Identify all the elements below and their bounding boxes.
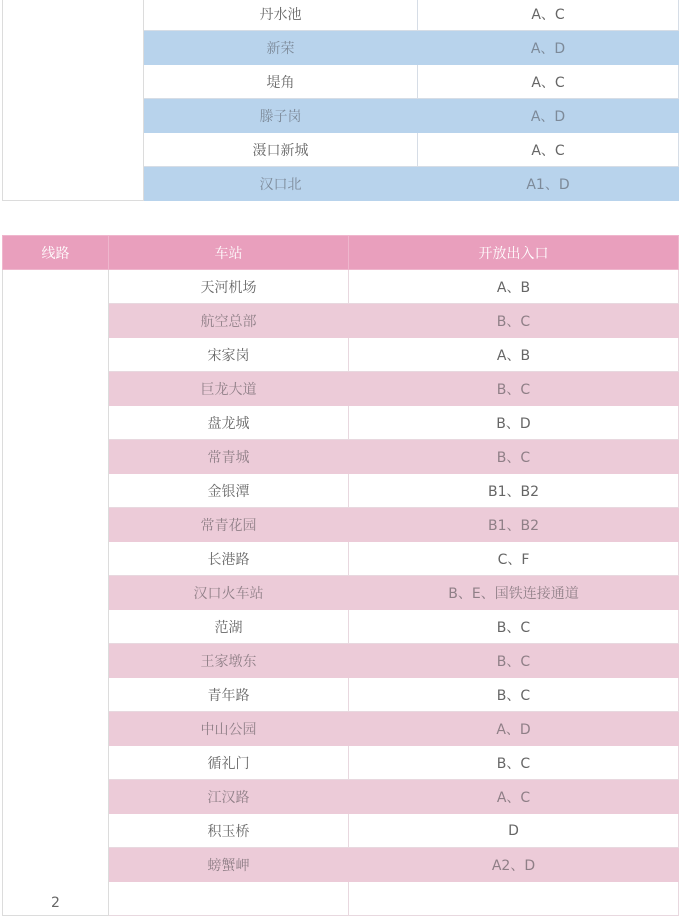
table-row [3, 0, 679, 31]
exit-list: B、C [349, 304, 679, 338]
station-name: 新荣 [144, 31, 418, 65]
station-name: 积玉桥 [109, 814, 349, 848]
station-name: 航空总部 [109, 304, 349, 338]
station-name: 巨龙大道 [109, 372, 349, 406]
station-exits-table-top [2, 0, 679, 201]
exit-list: A、C [418, 133, 679, 167]
station-exits-table-line2 [2, 235, 679, 916]
exit-list: B、E、国铁连接通道 [349, 576, 679, 610]
exit-list: A、B [349, 270, 679, 304]
exit-list [349, 882, 679, 916]
station-name: 滠口新城 [144, 133, 418, 167]
station-name: 丹水池 [144, 0, 418, 31]
exit-list: A、C [418, 0, 679, 31]
exit-list: A2、D [349, 848, 679, 882]
exit-list: A1、D [418, 167, 679, 201]
station-name: 汉口火车站 [109, 576, 349, 610]
exit-list: B、C [349, 440, 679, 474]
exit-list: A、C [349, 780, 679, 814]
exit-list: B、C [349, 644, 679, 678]
station-name: 江汉路 [109, 780, 349, 814]
station-name: 青年路 [109, 678, 349, 712]
exit-list: B、C [349, 746, 679, 780]
header-exits: 开放出入口 [349, 236, 679, 270]
table-header [3, 236, 679, 270]
station-name: 盘龙城 [109, 406, 349, 440]
line-cell [3, 0, 144, 201]
station-name: 常青城 [109, 440, 349, 474]
station-name [109, 882, 349, 916]
station-name: 滕子岗 [144, 99, 418, 133]
exit-list: C、F [349, 542, 679, 576]
exit-list: A、D [418, 99, 679, 133]
station-name: 天河机场 [109, 270, 349, 304]
table-row [3, 270, 679, 304]
header-row [3, 236, 679, 270]
table-body [3, 270, 679, 916]
station-name: 常青花园 [109, 508, 349, 542]
exit-list: B、C [349, 610, 679, 644]
exit-list: A、D [349, 712, 679, 746]
exit-list: B、C [349, 678, 679, 712]
exit-list: A、C [418, 65, 679, 99]
station-name: 循礼门 [109, 746, 349, 780]
station-name: 王家墩东 [109, 644, 349, 678]
station-name: 汉口北 [144, 167, 418, 201]
station-name: 金银潭 [109, 474, 349, 508]
station-name: 螃蟹岬 [109, 848, 349, 882]
table-body [3, 0, 679, 201]
exit-list: B、C [349, 372, 679, 406]
header-line: 线路 [3, 236, 109, 270]
exit-list: D [349, 814, 679, 848]
exit-list: B、D [349, 406, 679, 440]
header-station: 车站 [109, 236, 349, 270]
exit-list: A、D [418, 31, 679, 65]
exit-list: B1、B2 [349, 474, 679, 508]
exit-list: B1、B2 [349, 508, 679, 542]
station-name: 长港路 [109, 542, 349, 576]
exit-list: A、B [349, 338, 679, 372]
station-name: 中山公园 [109, 712, 349, 746]
station-name: 范湖 [109, 610, 349, 644]
station-name: 宋家岗 [109, 338, 349, 372]
line-number: 2 [3, 270, 109, 916]
station-name: 堤角 [144, 65, 418, 99]
